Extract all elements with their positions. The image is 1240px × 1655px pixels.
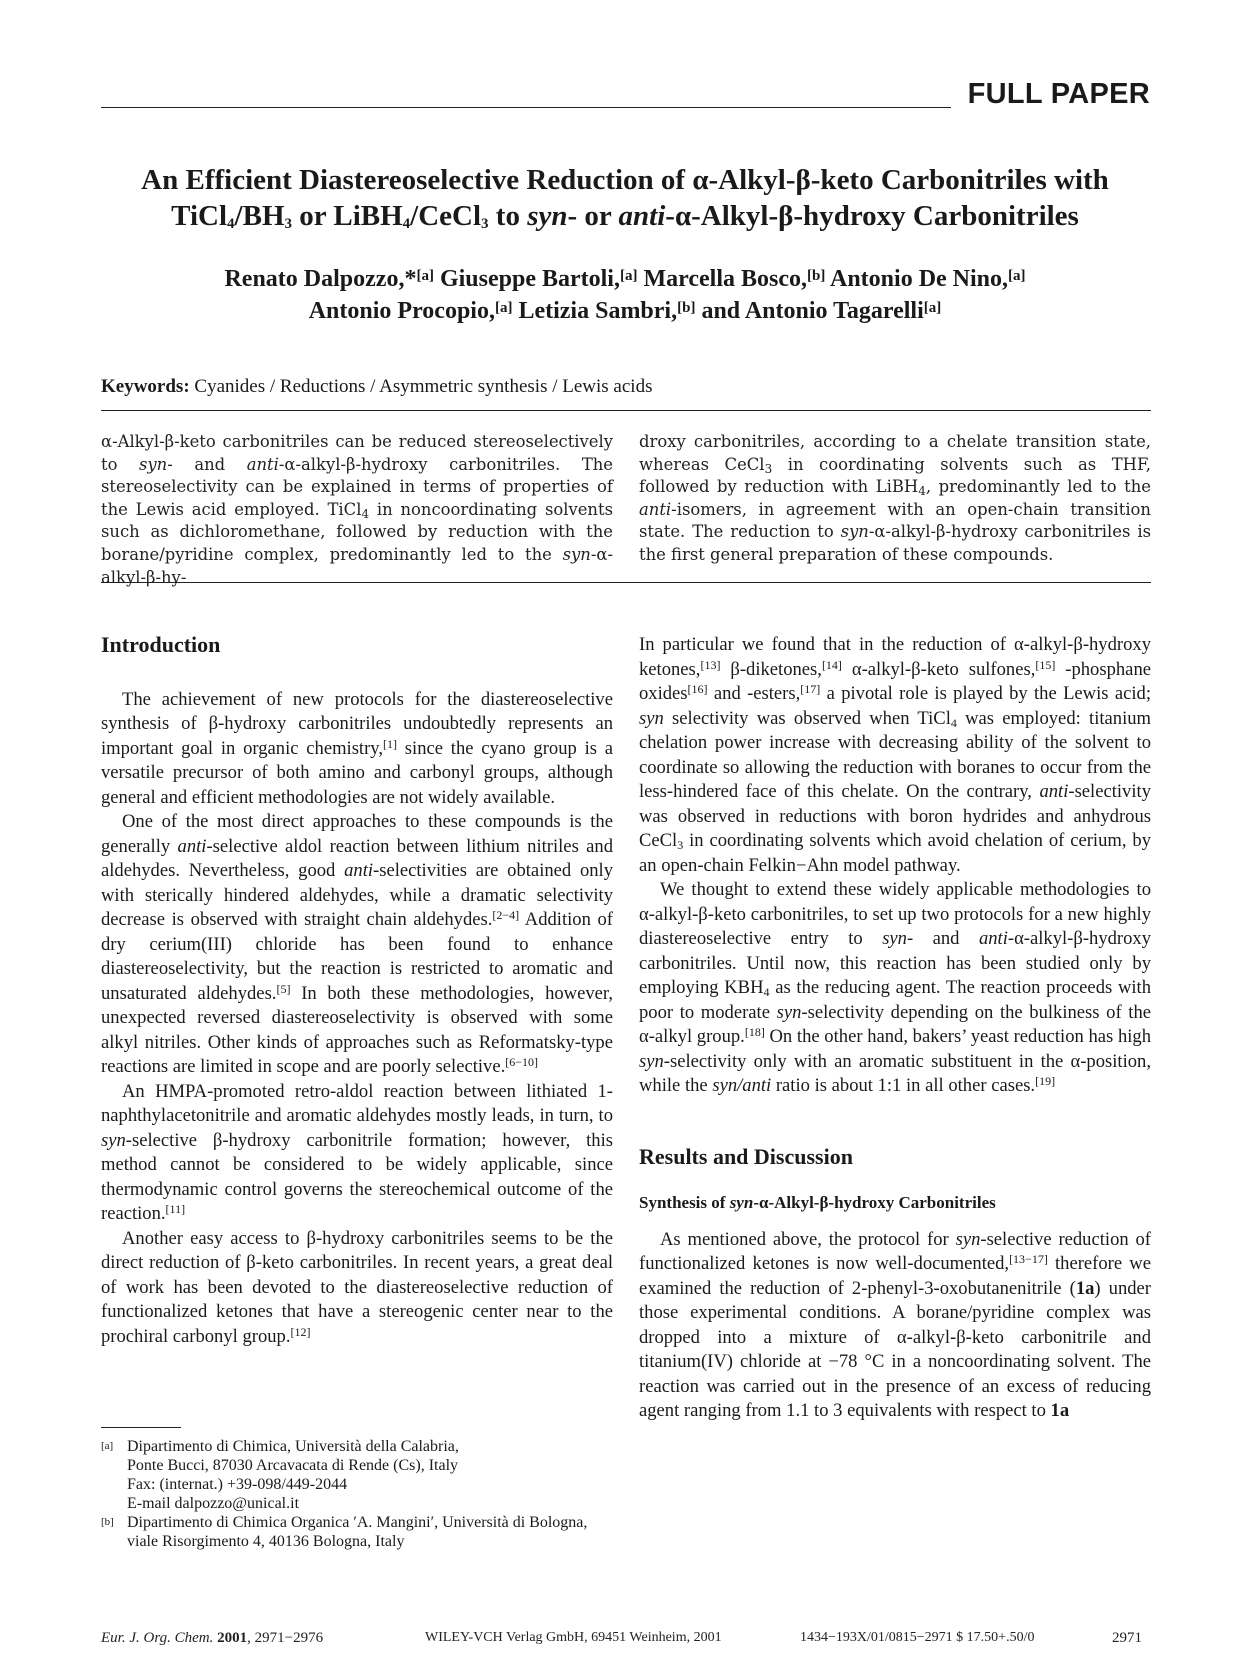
text: was employed: titanium chelation power increase with decreasing ability of the solvent to coordinate so allowing the reduction with boranes to occur from the less-hindered face of this chelate. On the contrary, [639,707,1151,802]
italic-text: syn [139,454,168,474]
title-italic: anti [618,200,666,232]
author-list [60,263,1190,327]
subscript: 3 [677,838,684,852]
text: therefore we examined the reduction of 2-phenyl-3-oxobutanenitrile ( [639,1253,1151,1299]
subscript: 4 [361,506,370,521]
section-heading-results: Results and Discussion [639,1143,853,1169]
citation: [1] [383,736,398,751]
citation: [13] [700,657,721,672]
subscript: 4 [402,216,411,232]
affiliation-mark: [a] [923,300,942,316]
text: α-alkyl-β-keto sulfones, [841,658,1036,680]
text: in coordinating solvents which avoid chelation of cerium, by an open-chain Felkin−Ahn model pathway. [639,830,1151,876]
body-paragraph [639,633,1151,878]
italic-text: syn [639,707,664,729]
subscript: 4 [763,985,770,999]
footnote-line: Fax: (internat.) +39-098/449-2044 [127,1476,348,1493]
text: -α-alkyl-β-hydroxy carbonitriles. The stereoselectivity can be explained in terms of properties of the Lewis acid employed. TiCl [101,454,614,519]
body-paragraph [639,1228,1151,1424]
author-name: Renato Dalpozzo,* [224,266,417,292]
title-text: -α-Alkyl-β-hydroxy Carbonitriles [665,200,1079,232]
author-name: and Antonio Tagarelli [695,298,924,324]
article-title [60,162,1190,234]
text: ) under those experimental conditions. A borane/pyridine complex was dropped into a mixture of α-alkyl-β-keto carbonitrile and titanium(IV) chloride at −78 °C in a noncoordinating solvent. The reaction was carried out in the presence of an excess of reducing agent ranging from 1.1 to 3 equivalents with respect to [639,1277,1151,1421]
title-text: /BH [234,200,285,232]
abstract-paragraph [639,431,1151,567]
body-paragraph [101,688,613,811]
footer-citation [101,1630,323,1647]
abstract-paragraph [101,431,613,589]
section-label: FULL PAPER [967,78,1150,110]
italic-text: anti [1039,781,1069,802]
italic-text: anti [246,454,279,474]
citation: [2−4] [492,908,520,922]
author-name: Letizia Sambri, [512,298,678,324]
citation: [5] [276,981,291,996]
footnote-a [101,1437,621,1513]
keywords-label: Keywords: [101,376,190,397]
text: -selectivity depending on the bulkiness of the α-alkyl group. [639,1001,1151,1047]
footnote-mark: [b] [101,1516,114,1528]
citation: [16] [687,682,708,696]
text: -selectivity was observed in reductions with boron hydrides and anhydrous CeCl [639,781,1151,851]
journal-year: 2001 [217,1630,248,1646]
keywords [101,376,652,398]
italic-text: anti [344,860,374,881]
title-italic: syn [527,200,568,232]
text: selectivity was observed when TiCl [663,707,951,729]
text: in noncoordinating solvents such as dichloromethane, followed by reduction with the borane/pyridine complex, predominantly led to the [101,499,613,564]
text: Synthesis of [639,1193,730,1212]
affiliation-mark: [a] [494,300,513,316]
text: In both these methodologies, however, unexpected reversed diastereoselectivity is observed with some alkyl nitriles. Other kinds of approaches such as Reformatsky-type reactions are limited in scope and are poorly selective. [101,982,613,1077]
subscript: 4 [227,216,235,232]
footnote-line: viale Risorgimento 4, 40136 Bologna, Italy [127,1533,405,1550]
text: and -esters, [707,683,801,704]
header-rule [101,107,951,108]
text: β-diketones, [720,658,822,680]
text: droxy carbonitriles, according to a chelate transition state, whereas CeCl [639,432,1151,474]
citation: [17] [800,682,821,696]
abstract-top-rule [101,410,1151,411]
text: α-Alkyl-β-keto carbonitriles can be reduced stereoselectively to [101,432,613,474]
footnote-email: E-mail dalpozzo@unical.it [127,1495,300,1512]
citation: [13−17] [1009,1252,1048,1266]
citation: [19] [1035,1074,1056,1088]
text: since the cyano group is a versatile precursor of both amino and carbonyl groups, although general and efficient methodologies are not widely available. [101,737,613,808]
text: -selective β-hydroxy carbonitrile formation; however, this method cannot be considered to be widely applicable, since thermodynamic control governs the stereochemical outcome of the reaction. [101,1129,613,1224]
affiliation-mark: [a] [1008,268,1026,284]
italic-text: syn [840,522,869,542]
text: as the reducing agent. The reaction proceeds with poor to moderate [639,977,1151,1023]
text: - and [906,928,979,949]
footnote-mark: [a] [101,1440,114,1452]
author-name: Antonio De Nino, [825,266,1009,292]
citation: [15] [1035,657,1056,672]
section-heading-introduction: Introduction [101,632,221,657]
abstract-right-column [639,431,1151,567]
citation: [14] [821,657,842,672]
affiliation-mark: [b] [677,300,696,316]
citation: [6−10] [505,1055,539,1069]
keywords-text: Cyanides / Reductions / Asymmetric synthesis / Lewis acids [189,376,653,397]
body-left-column [101,633,613,1349]
citation: [11] [165,1202,186,1216]
text: -α-Alkyl-β-hydroxy Carbonitriles [753,1193,996,1212]
footnote-line: Dipartimento di Chimica Organica ′A. Mangini′, Università di Bologna, [127,1514,588,1531]
subscript: 4 [950,715,957,730]
author-name: Giuseppe Bartoli, [433,266,620,292]
subscript: 4 [918,484,926,499]
text: a pivotal role is played by the Lewis acid; [820,683,1151,704]
text: In particular we found that in the reduction of α-alkyl-β-hydroxy ketones, [639,634,1151,680]
title-text: or LiBH [292,200,403,232]
affiliation-mark: [b] [806,268,826,284]
footer-publisher: WILEY-VCH Verlag GmbH, 69451 Weinheim, 2001 [425,1630,722,1645]
text: -selective reduction of functionalized ketones is now well-documented, [639,1228,1151,1274]
text: One of the most direct approaches to these compounds is the generally [101,811,613,857]
footnote-text [127,1513,621,1551]
citation: [12] [290,1324,311,1339]
text: - and [167,454,247,474]
italic-text: syn [562,544,591,564]
journal-pages: , 2971−2976 [247,1630,324,1646]
subscript: 3 [481,216,489,232]
italic-text: syn/anti [712,1075,772,1096]
italic-text: anti [177,835,207,857]
compound-label: 1a [1050,1400,1070,1421]
text: in coordinating solvents such as THF, followed by reduction with LiBH [639,454,1151,497]
title-line-1: An Efficient Diastereoselective Reduction of α-Alkyl-β-keto Carbonitriles with [141,164,1109,196]
body-paragraph [639,878,1151,1099]
text: -selective aldol reaction between lithium nitriles and aldehydes. Nevertheless, good [101,835,613,881]
author-name: Marcella Bosco, [637,266,807,292]
italic-text: syn [729,1193,754,1212]
text: , predominantly led to the [925,477,1151,497]
text: The achievement of new protocols for the diastereoselective synthesis of β-hydroxy carbonitriles undoubtedly represents an important goal in organic chemistry, [101,688,613,759]
italic-text: anti [639,499,672,519]
text: Another easy access to β-hydroxy carbonitriles seems to be the direct reduction of β-keto carbonitriles. In recent years, a great deal of work has been devoted to the diastereoselective reduction of functionalized ketones that have a stereogenic center near to the prochiral carbonyl group. [101,1227,613,1347]
footnote-b [101,1513,621,1551]
author-name: Antonio Procopio, [308,298,495,324]
title-line-2 [60,198,1190,234]
text: -α-alkyl-β-hydroxy carbonitriles. Until now, this reaction has been studied only by employing KBH [639,928,1151,998]
author-line-2 [60,295,1190,327]
body-paragraph [101,810,613,1080]
footnote-line: Ponte Bucci, 87030 Arcavacata di Rende (Cs), Italy [127,1457,459,1474]
text: We thought to extend these widely applicable methodologies to α-alkyl-β-keto carbonitriles, to set up two protocols for a new highly diastereoselective entry to [639,879,1151,949]
page-number: 2971 [1112,1630,1142,1646]
italic-text: anti [978,928,1008,949]
text: As mentioned above, the protocol for [660,1228,956,1250]
text: -α-alkyl-β-hydroxy carbonitriles is the first general preparation of these compounds. [639,522,1151,564]
text: On the other hand, bakers’ yeast reduction has high [764,1026,1151,1047]
title-text: to [488,200,528,232]
compound-label: 1a [1075,1277,1095,1299]
italic-text: syn [955,1228,981,1250]
journal-name: Eur. J. Org. Chem. [101,1630,214,1646]
subscript: 3 [284,216,293,232]
affiliation-mark: [a] [416,268,434,284]
title-text: - or [567,200,619,232]
citation: [18] [744,1025,765,1039]
author-line-1 [60,263,1190,295]
text: -α-alkyl-β-hy- [101,544,613,587]
text: -phosphane oxides [639,658,1151,704]
subscript: 3 [764,461,773,476]
text: -isomers, in agreement with an open-chain transition state. The reduction to [639,499,1151,542]
italic-text: syn [639,1050,664,1072]
text: Addition of dry cerium(III) chloride has been found to enhance diastereoselectivity, but the reaction is restricted to aromatic and unsaturated aldehydes. [101,909,613,1004]
italic-text: syn [776,1001,802,1023]
body-right-column [639,633,1151,1424]
body-paragraph [101,1080,613,1227]
abstract-bottom-rule [101,582,1151,583]
abstract-left-column [101,431,613,589]
footnote-rule [101,1427,181,1428]
subsection-heading [639,1191,1151,1216]
footnote-text [127,1437,621,1513]
affiliation-mark: [a] [619,268,638,284]
text: -selectivity only with an aromatic substituent in the α-position, while the [639,1050,1151,1096]
italic-text: syn [882,928,907,949]
title-text: /CeCl [410,200,482,232]
footnote-line: Dipartimento di Chimica, Università della Calabria, [127,1438,459,1455]
italic-text: syn [101,1129,126,1151]
title-text: TiCl [171,200,228,232]
text: ratio is about 1:1 in all other cases. [771,1075,1036,1096]
text: -selectivities are obtained only with sterically hindered aldehydes, while a dramatic selectivity decrease is observed with straight chain aldehydes. [101,860,613,930]
footer-code: 1434−193X/01/0815−2971 $ 17.50+.50/0 [800,1630,1035,1645]
text: An HMPA-promoted retro-aldol reaction between lithiated 1-naphthylacetonitrile and aromatic aldehydes mostly leads, in turn, to [101,1080,613,1126]
body-paragraph [101,1227,613,1350]
